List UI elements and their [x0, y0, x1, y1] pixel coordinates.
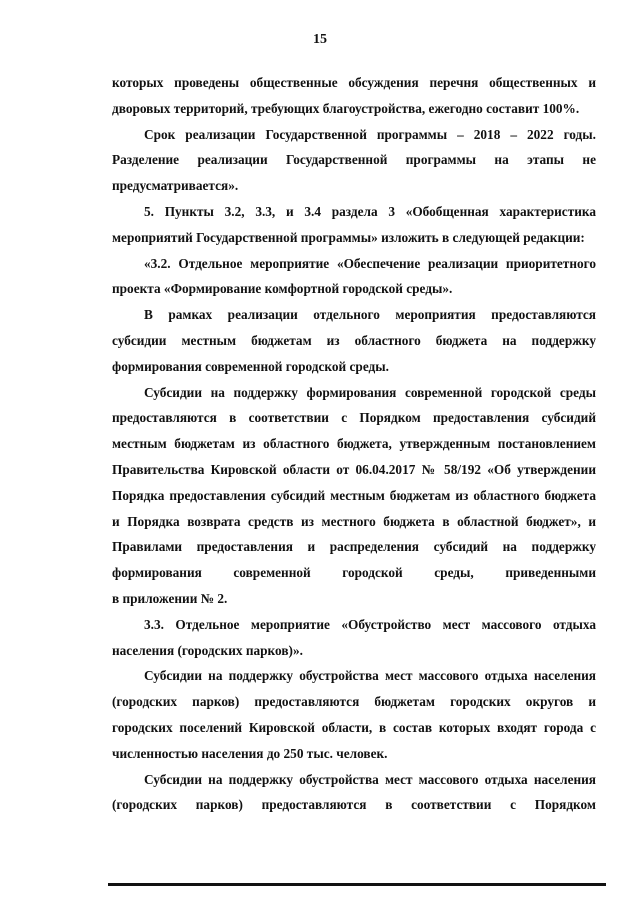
text-line: дворовых территорий, требующих благоустройства, ежегодно составит 100%.	[112, 100, 580, 116]
text-line: населения (городских парков)».	[112, 642, 303, 658]
page-number: 15	[313, 32, 327, 47]
text-line: Субсидии на поддержку обустройства мест массового отдыха населения	[144, 771, 596, 787]
text-line: Субсидии на поддержку обустройства мест массового отдыха населения	[144, 668, 596, 684]
text-line: предоставляются в соответствии с Порядком предоставления субсидий	[112, 410, 596, 426]
text-line: мероприятий Государственной программы» изложить в следующей редакции:	[112, 229, 585, 245]
text-line: «3.2. Отдельное мероприятие «Обеспечение реализации приоритетного	[144, 255, 596, 271]
text-line: Разделение реализации Государственной программы на этапы не	[112, 152, 596, 168]
text-line: Срок реализации Государственной программы – 2018 – 2022 годы.	[144, 126, 596, 142]
text-line: численностью населения до 250 тыс. человек.	[112, 745, 388, 761]
text-line: проекта «Формирование комфортной городской среды».	[112, 281, 453, 297]
text-line: предусматривается».	[112, 178, 239, 194]
text-line: 3.3. Отдельное мероприятие «Обустройство мест массового отдыха	[144, 616, 596, 632]
text-line: которых проведены общественные обсуждения перечня общественных и	[112, 75, 596, 90]
text-line: и Порядка возврата средств из местного бюджета в областной бюджет», и	[112, 513, 596, 529]
text-line: формирования современной городской среды.	[112, 358, 389, 374]
text-line: 5. Пункты 3.2, 3.3, и 3.4 раздела 3 «Обобщенная характеристика	[144, 203, 596, 219]
text-line: субсидии местным бюджетам из областного бюджета на поддержку	[112, 332, 596, 348]
document-body	[112, 70, 596, 818]
text-line: Порядка предоставления субсидий местным бюджетам из областного бюджета	[112, 487, 596, 503]
text-line: Субсидии на поддержку формирования современной городской среды	[144, 384, 596, 400]
text-line: формирования современной городской среды, приведенными	[112, 565, 596, 581]
text-line: местным бюджетам из областного бюджета, утвержденным постановлением	[112, 436, 596, 452]
text-line: (городских парков) предоставляются в соответствии с Порядком	[112, 797, 596, 813]
footer-rule	[108, 883, 606, 886]
text-line: В рамках реализации отдельного мероприятия предоставляются	[144, 307, 596, 323]
text-line: (городских парков) предоставляются бюджетам городских округов и	[112, 694, 596, 710]
text-line: городских поселений Кировской области, в состав которых входят города с	[112, 719, 596, 735]
text-line: Правилами предоставления и распределения субсидий на поддержку	[112, 539, 596, 555]
text-line: Правительства Кировской области от 06.04.2017 № 58/192 «Об утверждении	[112, 461, 596, 477]
text-line: в приложении № 2.	[112, 590, 228, 606]
